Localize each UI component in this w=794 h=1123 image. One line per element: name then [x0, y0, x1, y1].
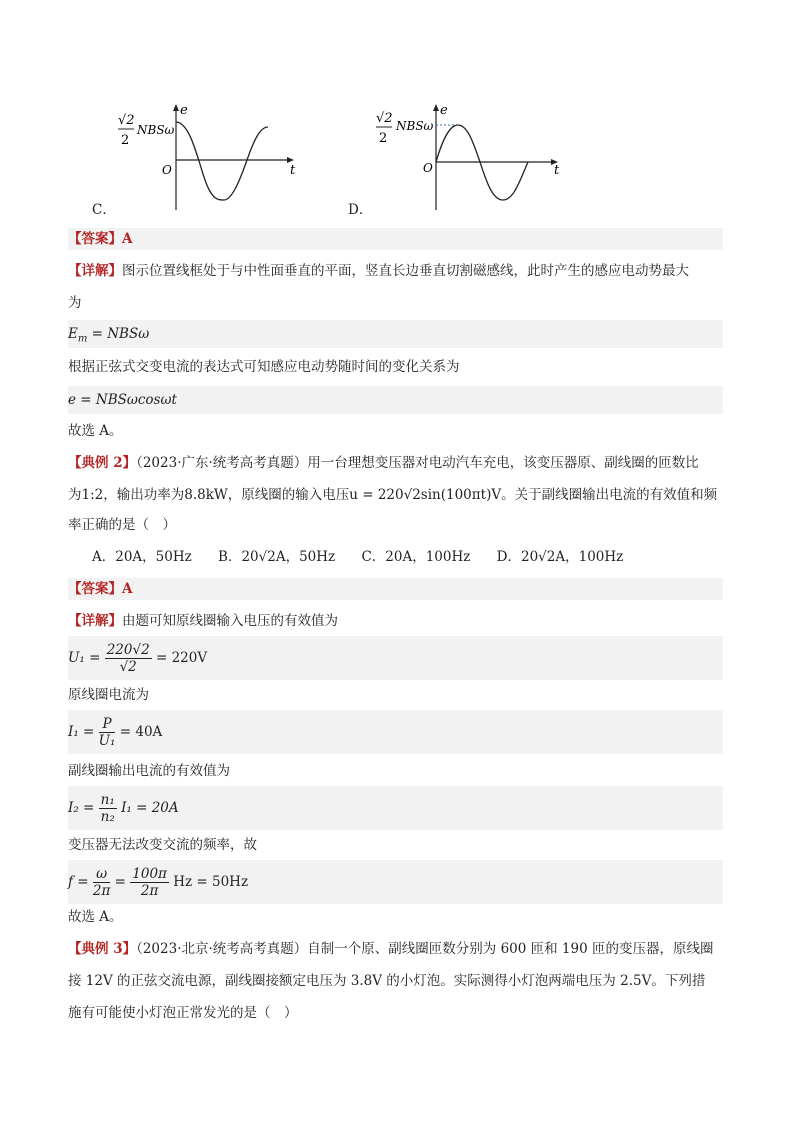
q1-answer: A [122, 231, 133, 247]
q1-eq2: e = NBSωcosωt [68, 386, 723, 414]
q1-answer-tag: 【答案】 [68, 231, 122, 247]
q2-eq-f: f = $\frac{\omega}{2\pi}$ = $\frac{100\pi}{2\pi}$ Hz = 50Hz [68, 860, 723, 904]
graph-c-label: C． [92, 202, 116, 218]
graph-c-sqrt: √2 [118, 113, 135, 128]
graph-c-origin: O [162, 163, 172, 177]
q2-stem-line1: 【典例 2】（2023·广东·统考高考真题）用一台理想变压器对电动汽车充电，该变压器原、副线圈的匝数比 [68, 455, 699, 471]
q2-eq-i1: I₁ = $\frac{P}{\text{U₁}}$ = 40A [68, 710, 723, 754]
q1-eq1: $E_m = NBS\omega$ [68, 320, 723, 348]
graph-c-y-axis: e [180, 103, 188, 118]
graph-c-x-axis: t [290, 163, 296, 178]
graph-d-peak-label: NBSω [396, 119, 434, 133]
q1-detail-2: 根据正弦式交变电流的表达式可知感应电动势随时间的变化关系为 [68, 359, 460, 375]
q2-choice-b[interactable]: B．20√2A，50Hz [218, 549, 336, 565]
graph-c-curve [176, 122, 268, 200]
graph-d-y-axis: e [440, 103, 448, 118]
q1-detail-tag: 【详解】 [68, 263, 122, 279]
graph-d-den: 2 [379, 131, 388, 146]
q2-choice-d[interactable]: D．20√2A，100Hz [496, 549, 624, 565]
q1-detail [68, 260, 723, 282]
q2-eq-u: U₁ = $\frac{220√2}{√2}$ = 220V [68, 636, 723, 680]
graph-c [110, 100, 300, 215]
q3-stem-line3: 施有可能使小灯泡正常发光的是（ ） [68, 1005, 298, 1021]
q3-stem-line2: 接 12V 的正弦交流电源，副线圈接额定电压为 3.8V 的小灯泡。实际测得小灯泡两端电压为 2.5V。下列措 [68, 973, 706, 989]
graph-d-sqrt: √2 [376, 111, 393, 126]
q2-stem-line2: 为1:2，输出功率为8.8kW，原线圈的输入电压u = 220√2sin(100πt)V。关于副线圈输出电流的有效值和频 [68, 487, 718, 503]
q2-detail-3: 副线圈输出电流的有效值为 [68, 763, 230, 779]
graph-d-origin: O [423, 161, 433, 175]
q2-choice-a[interactable]: A．20A，50Hz [92, 549, 192, 565]
graph-d [368, 100, 568, 215]
q2-choice-c[interactable]: C．20A，100Hz [361, 549, 471, 565]
q2-choices [68, 546, 747, 568]
graph-d-x-axis: t [554, 163, 560, 178]
q2-conclusion: 故选 A。 [68, 909, 123, 925]
graph-c-peak-label: NBSω [137, 123, 175, 137]
q2-answer-row: 【答案】A [68, 578, 723, 600]
graph-d-label: D． [348, 202, 373, 218]
q2-detail-2: 原线圈电流为 [68, 687, 149, 703]
q1-answer-row [68, 228, 723, 250]
q2-tag: 【典例 2】 [68, 455, 137, 471]
graph-c-den: 2 [121, 133, 130, 148]
q2-stem-line3: 率正确的是（ ） [68, 517, 176, 533]
q1-detail-1b: 为 [68, 295, 82, 311]
q1-detail-1: 图示位置线框处于与中性面垂直的平面，竖直长边垂直切割磁感线，此时产生的感应电动势最大 [122, 263, 689, 279]
q2-answer: A [122, 581, 133, 597]
q2-detail-4: 变压器无法改变交流的频率，故 [68, 837, 257, 853]
q3-stem-line1: 【典例 3】（2023·北京·统考高考真题）自制一个原、副线圈匝数分别为 600 匝和 190 匝的变压器，原线圈 [68, 941, 714, 957]
q3-tag: 【典例 3】 [68, 941, 137, 957]
q1-conclusion: 故选 A。 [68, 423, 123, 439]
q2-eq-i2: I₂ = $\frac{\text{n₁}}{\text{n₂}}$ I₁ = 20A [68, 786, 723, 830]
q2-detail-1: 【详解】由题可知原线圈输入电压的有效值为 [68, 613, 338, 629]
